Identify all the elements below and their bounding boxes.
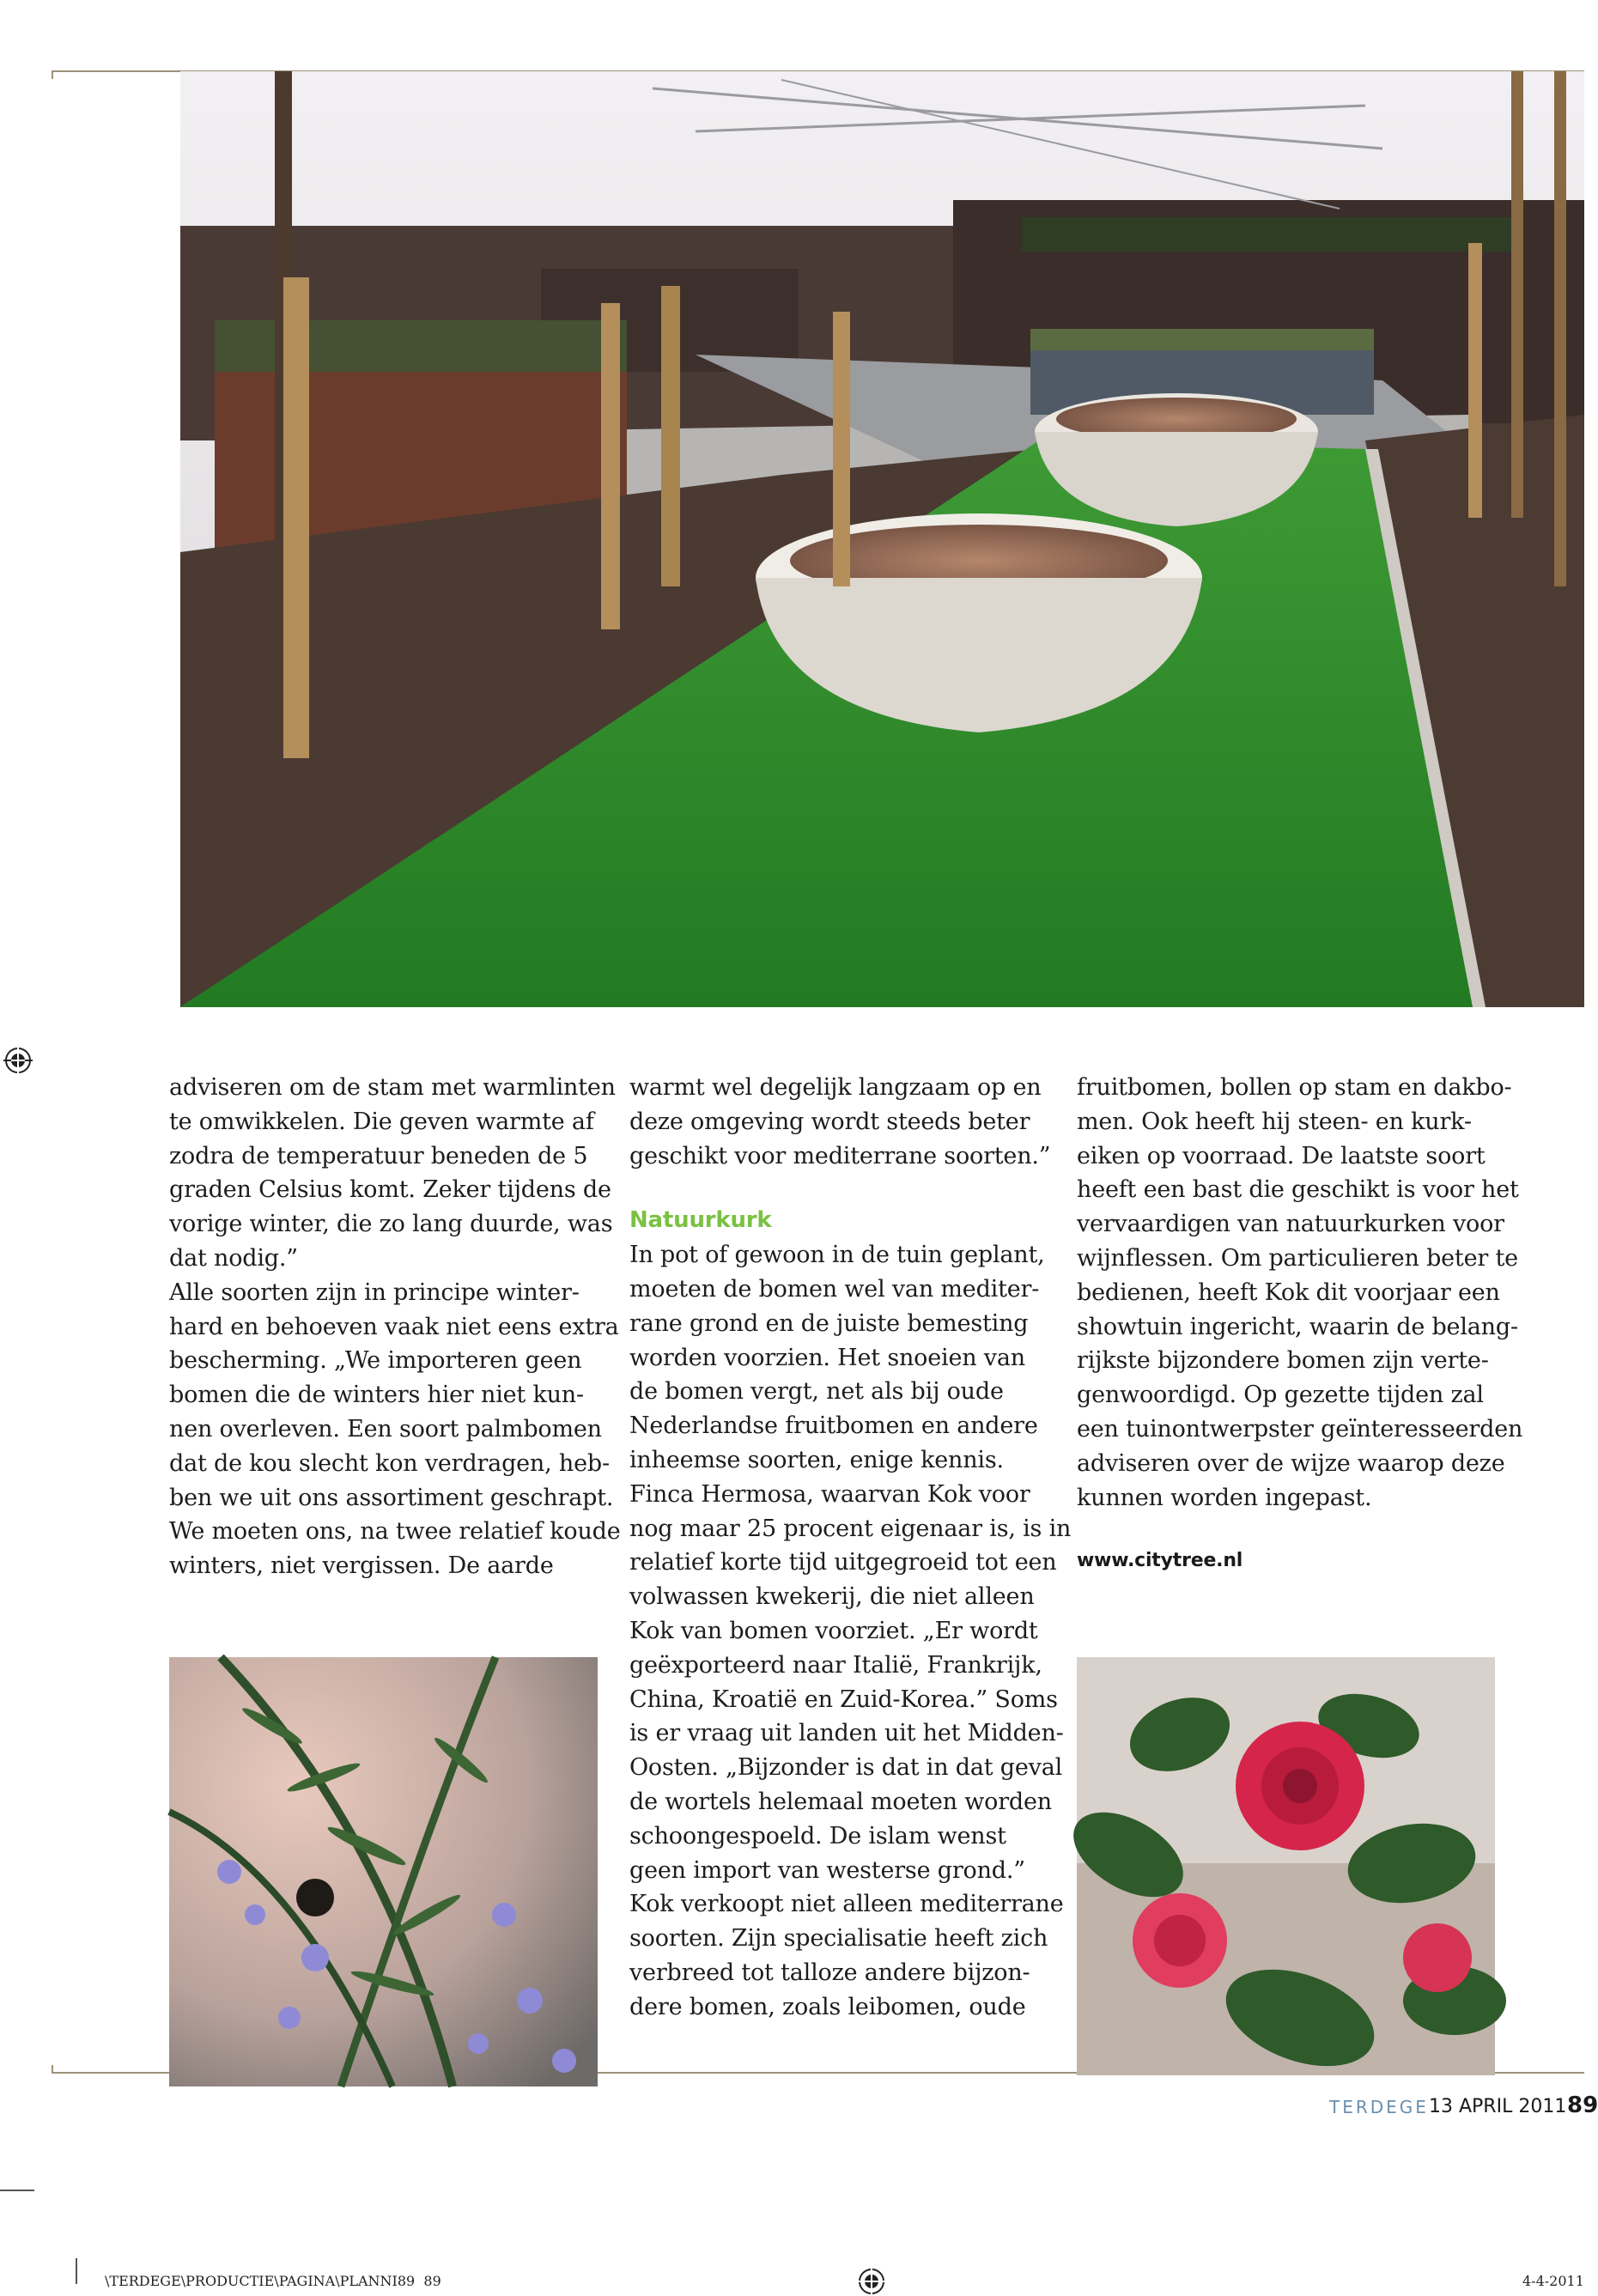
body-line: graden Celsius komt. Zeker tijdens de [169, 1176, 611, 1204]
print-slug-date: 4-4-2011 [1522, 2273, 1584, 2289]
body-line: de wortels helemaal moeten worden [629, 1788, 1052, 1815]
body-line: heeft een bast die geschikt is voor het [1077, 1176, 1519, 1204]
body-line: Nederlandse fruitbomen en andere [629, 1412, 1038, 1440]
body-line: vervaardigen van natuurkurken voor [1077, 1211, 1504, 1238]
body-line: Kok van bomen voorziet. „Er wordt [629, 1617, 1038, 1644]
body-line: soorten. Zijn specialisatie heeft zich [629, 1925, 1048, 1953]
body-line: rane grond en de juiste bemesting [629, 1309, 1029, 1337]
body-line: volwassen kwekerij, die niet alleen [629, 1583, 1035, 1611]
body-line: relatief korte tijd uitgegroeid tot een [629, 1549, 1057, 1576]
text-column-1 [169, 1071, 621, 1583]
body-line: is er vraag uit landen uit het Midden- [629, 1720, 1064, 1747]
body-line: te omwikkelen. Die geven warmte af [169, 1108, 594, 1135]
body-line: dat nodig.” [169, 1244, 298, 1272]
text-column-3 [1077, 1071, 1540, 1578]
body-line: moeten de bomen wel van mediter- [629, 1275, 1040, 1303]
body-line: men. Ook heeft hij steen- en kurk- [1077, 1108, 1472, 1135]
issue-date: 13 APRIL 2011 [1429, 2096, 1567, 2117]
body-line: Kok verkoopt niet alleen mediterrane [629, 1891, 1064, 1918]
slug-page: 89 [423, 2273, 441, 2289]
body-line: Finca Hermosa, waarvan Kok voor [629, 1480, 1030, 1508]
body-line: showtuin ingericht, waarin de belang- [1077, 1313, 1518, 1340]
body-line: rijkste bijzondere bomen zijn verte- [1077, 1347, 1489, 1375]
body-line: vorige winter, die zo lang duurde, was [169, 1211, 613, 1238]
body-line: eiken op voorraad. De laatste soort [1077, 1142, 1486, 1169]
registration-mark-icon [3, 1046, 33, 1075]
body-line: warmt wel degelijk langzaam op en [629, 1074, 1042, 1101]
body-line: Oosten. „Bijzonder is dat in dat geval [629, 1754, 1063, 1782]
body-line: de bomen vergt, net als bij oude [629, 1378, 1004, 1406]
body-line: een tuinontwerpster geïnteresseerden [1077, 1415, 1523, 1443]
body-line: bomen die de winters hier niet kun- [169, 1382, 584, 1409]
crop-mark-vertical [76, 2258, 77, 2284]
body-line: bedienen, heeft Kok dit voorjaar een [1077, 1279, 1500, 1306]
text-column-2 [629, 1071, 1072, 2025]
website-link[interactable]: www.citytree.nl [1077, 1550, 1243, 1572]
body-line: worden voorzien. Het snoeien van [629, 1344, 1025, 1371]
top-rule-corner [52, 70, 53, 79]
body-line: deze omgeving wordt steeds beter [629, 1108, 1030, 1135]
body-line: dat de kou slecht kon verdragen, heb- [169, 1449, 610, 1477]
body-line: geen import van westerse grond.” [629, 1856, 1025, 1884]
bottom-rule-corner [52, 2065, 53, 2074]
body-line: verbreed tot talloze andere bijzon- [629, 1959, 1030, 1986]
body-line: geëxporteerd naar Italië, Frankrijk, [629, 1651, 1042, 1679]
body-line: Alle soorten zijn in principe winter- [169, 1279, 580, 1306]
body-line: geschikt voor mediterrane soorten.” [629, 1142, 1051, 1169]
magazine-name: TERDEGE [1329, 2097, 1429, 2117]
body-line: fruitbomen, bollen op stam en dakbo- [1077, 1074, 1512, 1101]
rosemary-photo [169, 1657, 598, 2086]
section-subheading: Natuurkurk [629, 1207, 772, 1234]
body-line: We moeten ons, na twee relatief koude [169, 1518, 621, 1546]
slug-path: \TERDEGE\PRODUCTIE\PAGINA\PLANNI89 [105, 2273, 416, 2289]
body-line: schoongespoeld. De islam wenst [629, 1822, 1006, 1850]
body-line: bescherming. „We importeren geen [169, 1347, 582, 1375]
body-line: wijnflessen. Om particulieren beter te [1077, 1244, 1518, 1272]
body-line: adviseren om de stam met warmlinten [169, 1074, 616, 1101]
body-line: zodra de temperatuur beneden de 5 [169, 1142, 588, 1169]
body-line: inheemse soorten, enige kennis. [629, 1446, 1004, 1473]
body-line: China, Kroatië en Zuid-Korea.” Soms [629, 1686, 1058, 1713]
body-line: ben we uit ons assortiment geschrapt. [169, 1484, 614, 1511]
body-line: adviseren over de wijze waarop deze [1077, 1449, 1505, 1477]
body-line: dere bomen, zoals leibomen, oude [629, 1993, 1026, 2020]
garden-photo [180, 71, 1584, 1007]
page-number: 89 [1567, 2093, 1598, 2118]
registration-mark-icon [857, 2267, 886, 2296]
body-line: nen overleven. Een soort palmbomen [169, 1415, 602, 1443]
body-line: winters, niet vergissen. De aarde [169, 1552, 554, 1580]
print-slug-path [105, 2273, 441, 2289]
camellia-photo [1077, 1657, 1495, 2075]
crop-mark [0, 2190, 34, 2191]
body-line: hard en behoeven vaak niet eens extra [169, 1313, 619, 1340]
body-line: genwoordigd. Op gezette tijden zal [1077, 1382, 1484, 1409]
body-line: nog maar 25 procent eigenaar is, is in [629, 1515, 1072, 1542]
body-line: kunnen worden ingepast. [1077, 1484, 1372, 1511]
body-line: In pot of gewoon in de tuin geplant, [629, 1242, 1045, 1269]
